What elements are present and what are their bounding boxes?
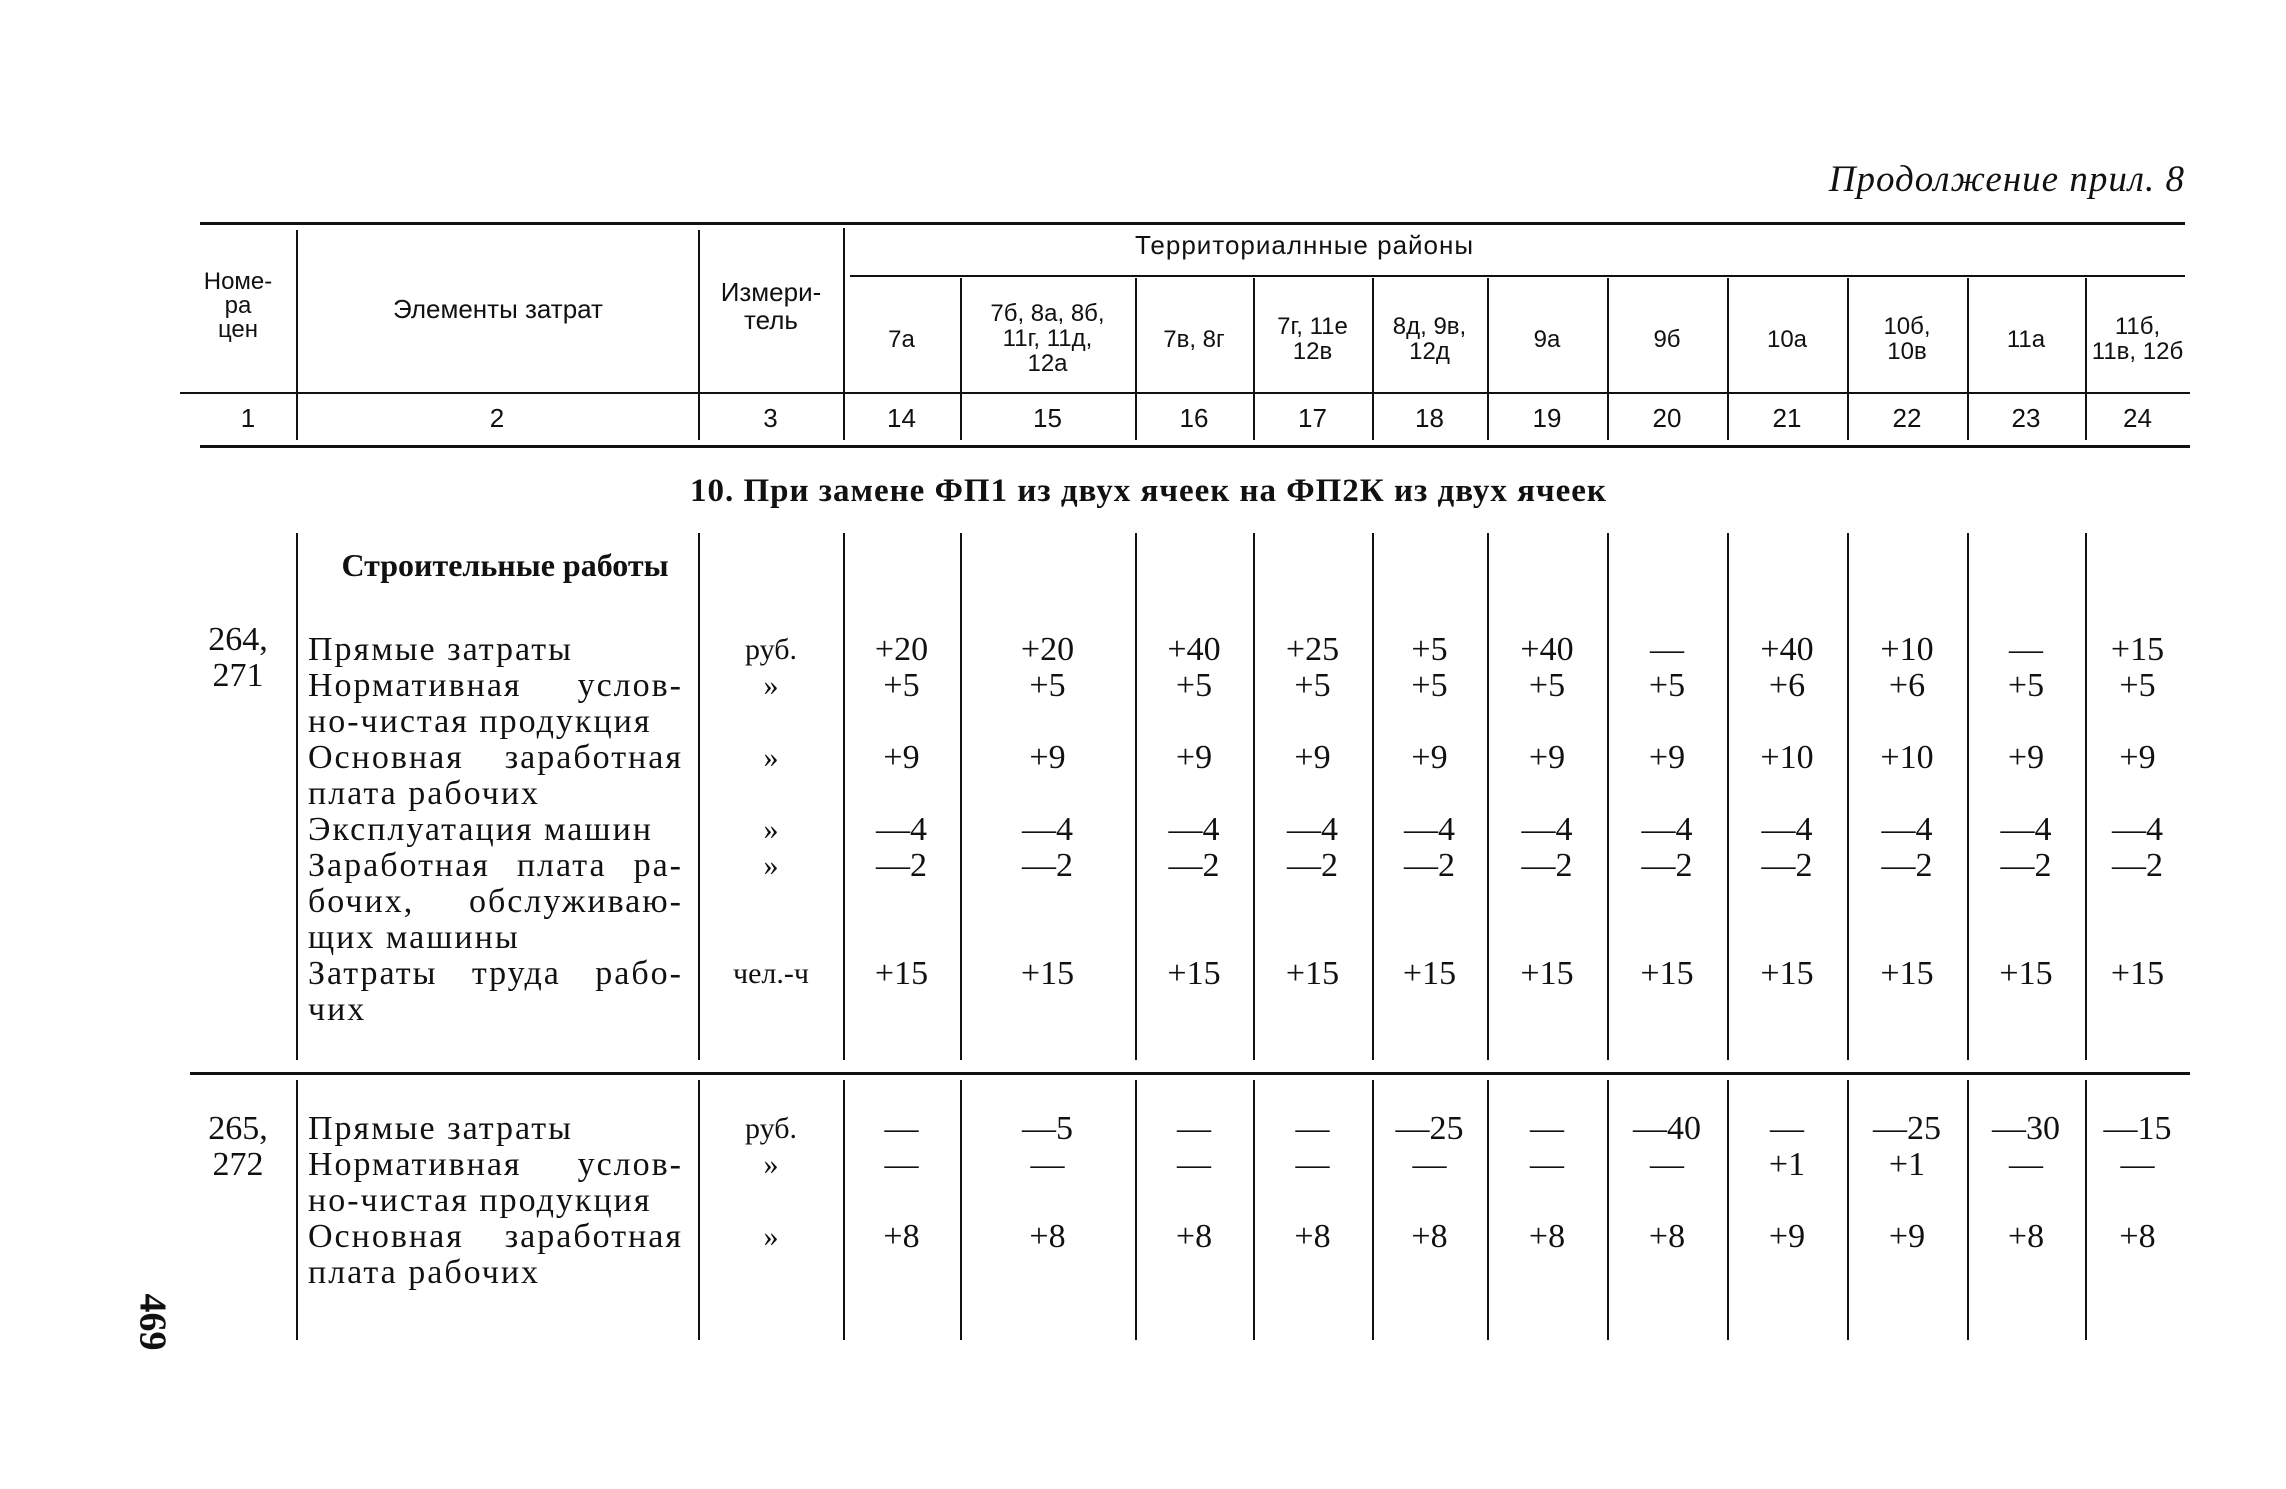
- value-cell: +15: [874, 955, 929, 992]
- cost-element-label: Затраты труда рабо-: [308, 955, 683, 992]
- value-cell: +40: [1167, 631, 1221, 668]
- value-cell: +5: [1528, 667, 1566, 704]
- cost-element-label: но-чистая продукция: [308, 1182, 652, 1219]
- column-number: 23: [2011, 403, 2041, 433]
- value-cell: +1: [1768, 1146, 1806, 1183]
- column-number: 18: [1415, 403, 1444, 433]
- cost-element-label: Прямые затраты: [308, 631, 573, 668]
- value-cell: +15: [1402, 955, 1457, 992]
- value-cell: +9: [1294, 739, 1331, 776]
- header-district: 7в, 8г: [1163, 326, 1225, 353]
- value-cell: —15: [2103, 1110, 2172, 1147]
- column-number: 2: [489, 403, 505, 433]
- header-district: 10б, 10в: [1883, 313, 1931, 365]
- cost-element-label: Нормативная услов-: [308, 667, 683, 704]
- cost-element-label: щих машины: [308, 919, 520, 956]
- value-cell: +8: [1175, 1218, 1213, 1255]
- value-cell: +8: [1294, 1218, 1331, 1255]
- header-district: 9а: [1533, 326, 1561, 353]
- value-cell: +9: [1528, 739, 1566, 776]
- value-cell: +15: [1020, 955, 1075, 992]
- value-cell: —2: [876, 847, 927, 884]
- value-cell: +15: [1640, 955, 1694, 992]
- header-district: 7г, 11е 12в: [1277, 313, 1348, 365]
- value-cell: —4: [1287, 811, 1338, 848]
- cost-element-label: Прямые затраты: [308, 1110, 573, 1147]
- value-cell: +9: [883, 739, 920, 776]
- value-cell: —4: [1022, 811, 1073, 848]
- value-cell: —: [1030, 1146, 1065, 1183]
- value-cell: —2: [1641, 847, 1693, 884]
- value-cell: +5: [1294, 667, 1331, 704]
- header-district: 9б: [1653, 326, 1681, 353]
- unit-cell: руб.: [745, 1112, 797, 1145]
- value-cell: —2: [1404, 847, 1455, 884]
- value-cell: +5: [1175, 667, 1213, 704]
- value-cell: +15: [1167, 955, 1221, 992]
- value-cell: —4: [2112, 811, 2163, 848]
- column-number: 20: [1652, 403, 1682, 433]
- value-cell: —2: [1022, 847, 1073, 884]
- cost-element-label: Эксплуатация машин: [308, 811, 653, 848]
- value-cell: +10: [1880, 631, 1934, 668]
- continuation-label: Продолжение прил. 8: [1828, 159, 2185, 200]
- value-cell: —40: [1633, 1110, 1701, 1147]
- value-cell: +8: [883, 1218, 920, 1255]
- unit-cell: »: [763, 813, 779, 846]
- value-cell: —: [1770, 1110, 1804, 1147]
- header-district: 11а: [2006, 326, 2046, 353]
- value-cell: —2: [2112, 847, 2163, 884]
- column-number: 17: [1298, 403, 1327, 433]
- column-number: 21: [1772, 403, 1802, 433]
- value-cell: —: [884, 1146, 919, 1183]
- value-cell: +15: [1285, 955, 1340, 992]
- column-number: 1: [240, 403, 256, 433]
- cost-element-label: плата рабочих: [308, 775, 541, 812]
- value-cell: —: [2120, 1146, 2155, 1183]
- unit-cell: »: [763, 741, 779, 774]
- unit-cell: »: [763, 1148, 779, 1181]
- value-cell: —2: [1761, 847, 1813, 884]
- unit-cell: »: [763, 669, 779, 702]
- value-cell: +8: [1029, 1218, 1066, 1255]
- value-cell: +20: [1020, 631, 1075, 668]
- value-cell: —: [1412, 1146, 1447, 1183]
- value-cell: +5: [1411, 667, 1448, 704]
- header-territorial-districts: Территориалнные районы: [1135, 230, 1475, 260]
- value-cell: —: [1177, 1110, 1211, 1147]
- header-district: 10а: [1766, 326, 1808, 353]
- value-cell: +15: [1880, 955, 1934, 992]
- value-cell: —: [1650, 631, 1684, 668]
- value-cell: —: [1530, 1110, 1564, 1147]
- value-cell: —: [1295, 1146, 1330, 1183]
- column-number: 19: [1532, 403, 1562, 433]
- section-title: 10. При замене ФП1 из двух ячеек на ФП2К из двух ячеек: [690, 473, 1607, 509]
- value-cell: —4: [1168, 811, 1220, 848]
- value-cell: +10: [1880, 739, 1934, 776]
- column-number: 3: [763, 403, 778, 433]
- value-cell: —30: [1992, 1110, 2060, 1147]
- header-district: 8д, 9в, 12д: [1392, 313, 1467, 365]
- unit-cell: чел.-ч: [733, 957, 809, 990]
- value-cell: +8: [2007, 1218, 2045, 1255]
- price-numbers: 264, 271: [208, 621, 268, 694]
- value-cell: +25: [1285, 631, 1340, 668]
- value-cell: +5: [1648, 667, 1686, 704]
- value-cell: —2: [1881, 847, 1933, 884]
- value-cell: +5: [2119, 667, 2156, 704]
- header-prices-number: Номе- ра цен: [203, 268, 273, 343]
- block-vline: [296, 1080, 298, 1340]
- value-cell: +9: [2119, 739, 2156, 776]
- value-cell: +5: [1411, 631, 1448, 668]
- value-cell: —4: [1761, 811, 1813, 848]
- rule-top: [200, 222, 2185, 225]
- value-cell: +20: [874, 631, 929, 668]
- cost-element-label: чих: [308, 991, 367, 1028]
- cost-element-label: Основная заработная: [308, 1218, 683, 1255]
- page-number: 469: [131, 1293, 174, 1351]
- price-numbers: 265, 272: [208, 1110, 268, 1183]
- value-cell: —2: [1287, 847, 1338, 884]
- rule-group: [850, 275, 2185, 277]
- value-cell: +10: [1760, 739, 1814, 776]
- value-cell: +9: [1411, 739, 1448, 776]
- value-cell: +1: [1888, 1146, 1926, 1183]
- value-cell: +15: [2110, 631, 2165, 668]
- value-cell: —: [1177, 1146, 1211, 1183]
- value-cell: —25: [1395, 1110, 1464, 1147]
- value-cell: —: [884, 1110, 919, 1147]
- header-unit: Измери- тель: [720, 277, 822, 335]
- value-cell: —4: [1881, 811, 1933, 848]
- value-cell: —2: [1168, 847, 1220, 884]
- unit-cell: руб.: [745, 633, 797, 666]
- header-district: 11б, 11в, 12б: [2091, 313, 2184, 365]
- value-cell: +9: [1768, 1218, 1806, 1255]
- value-cell: +15: [1520, 955, 1574, 992]
- value-cell: —4: [1404, 811, 1455, 848]
- column-number: 16: [1179, 403, 1209, 433]
- value-cell: +9: [1888, 1218, 1926, 1255]
- value-cell: +6: [1768, 667, 1806, 704]
- value-cell: +8: [1528, 1218, 1566, 1255]
- value-cell: +15: [1760, 955, 1814, 992]
- cost-element-label: Основная заработная: [308, 739, 683, 776]
- column-number: 14: [887, 403, 916, 433]
- value-cell: —5: [1022, 1110, 1073, 1147]
- value-cell: —: [2009, 1146, 2043, 1183]
- value-cell: +8: [2119, 1218, 2156, 1255]
- value-cell: +5: [883, 667, 920, 704]
- value-cell: —2: [2000, 847, 2052, 884]
- value-cell: —2: [1521, 847, 1573, 884]
- cost-element-label: Нормативная услов-: [308, 1146, 683, 1183]
- value-cell: —25: [1873, 1110, 1941, 1147]
- block-vline: [296, 533, 298, 1060]
- cost-element-label: но-чистая продукция: [308, 703, 652, 740]
- header-vline: [843, 275, 845, 277]
- value-cell: —4: [1641, 811, 1693, 848]
- value-cell: —4: [1521, 811, 1573, 848]
- value-cell: +15: [2110, 955, 2165, 992]
- value-cell: —: [1530, 1146, 1564, 1183]
- header-cost-elements: Элементы затрат: [393, 294, 603, 324]
- value-cell: +15: [1999, 955, 2053, 992]
- value-cell: —4: [876, 811, 927, 848]
- value-cell: —: [1295, 1110, 1330, 1147]
- cost-element-label: бочих, обслуживаю-: [308, 883, 683, 920]
- unit-cell: »: [763, 1220, 779, 1253]
- cost-element-label: Заработная плата ра-: [308, 847, 683, 884]
- cost-element-label: плата рабочих: [308, 1254, 541, 1291]
- section-subhead: Строительные работы: [341, 547, 669, 583]
- header-district: 7а: [888, 326, 915, 353]
- value-cell: +9: [1648, 739, 1686, 776]
- value-cell: +8: [1411, 1218, 1448, 1255]
- value-cell: +9: [1175, 739, 1213, 776]
- column-number: 22: [1892, 403, 1922, 433]
- value-cell: +40: [1520, 631, 1574, 668]
- value-cell: +5: [1029, 667, 1066, 704]
- value-cell: +40: [1760, 631, 1814, 668]
- value-cell: +9: [1029, 739, 1066, 776]
- value-cell: —: [1650, 1146, 1684, 1183]
- value-cell: +6: [1888, 667, 1926, 704]
- column-number: 24: [2123, 403, 2152, 433]
- value-cell: +5: [2007, 667, 2045, 704]
- unit-cell: »: [763, 849, 779, 882]
- rule-block-sep: [190, 1072, 2190, 1075]
- value-cell: —: [2009, 631, 2043, 668]
- rule-header-bottom: [180, 392, 2190, 394]
- column-number: 15: [1033, 403, 1062, 433]
- value-cell: +8: [1648, 1218, 1686, 1255]
- value-cell: —4: [2000, 811, 2052, 848]
- value-cell: +9: [2007, 739, 2045, 776]
- rule-colnum-bottom: [200, 445, 2190, 448]
- header-district: 7б, 8а, 8б, 11г, 11д, 12а: [990, 300, 1105, 377]
